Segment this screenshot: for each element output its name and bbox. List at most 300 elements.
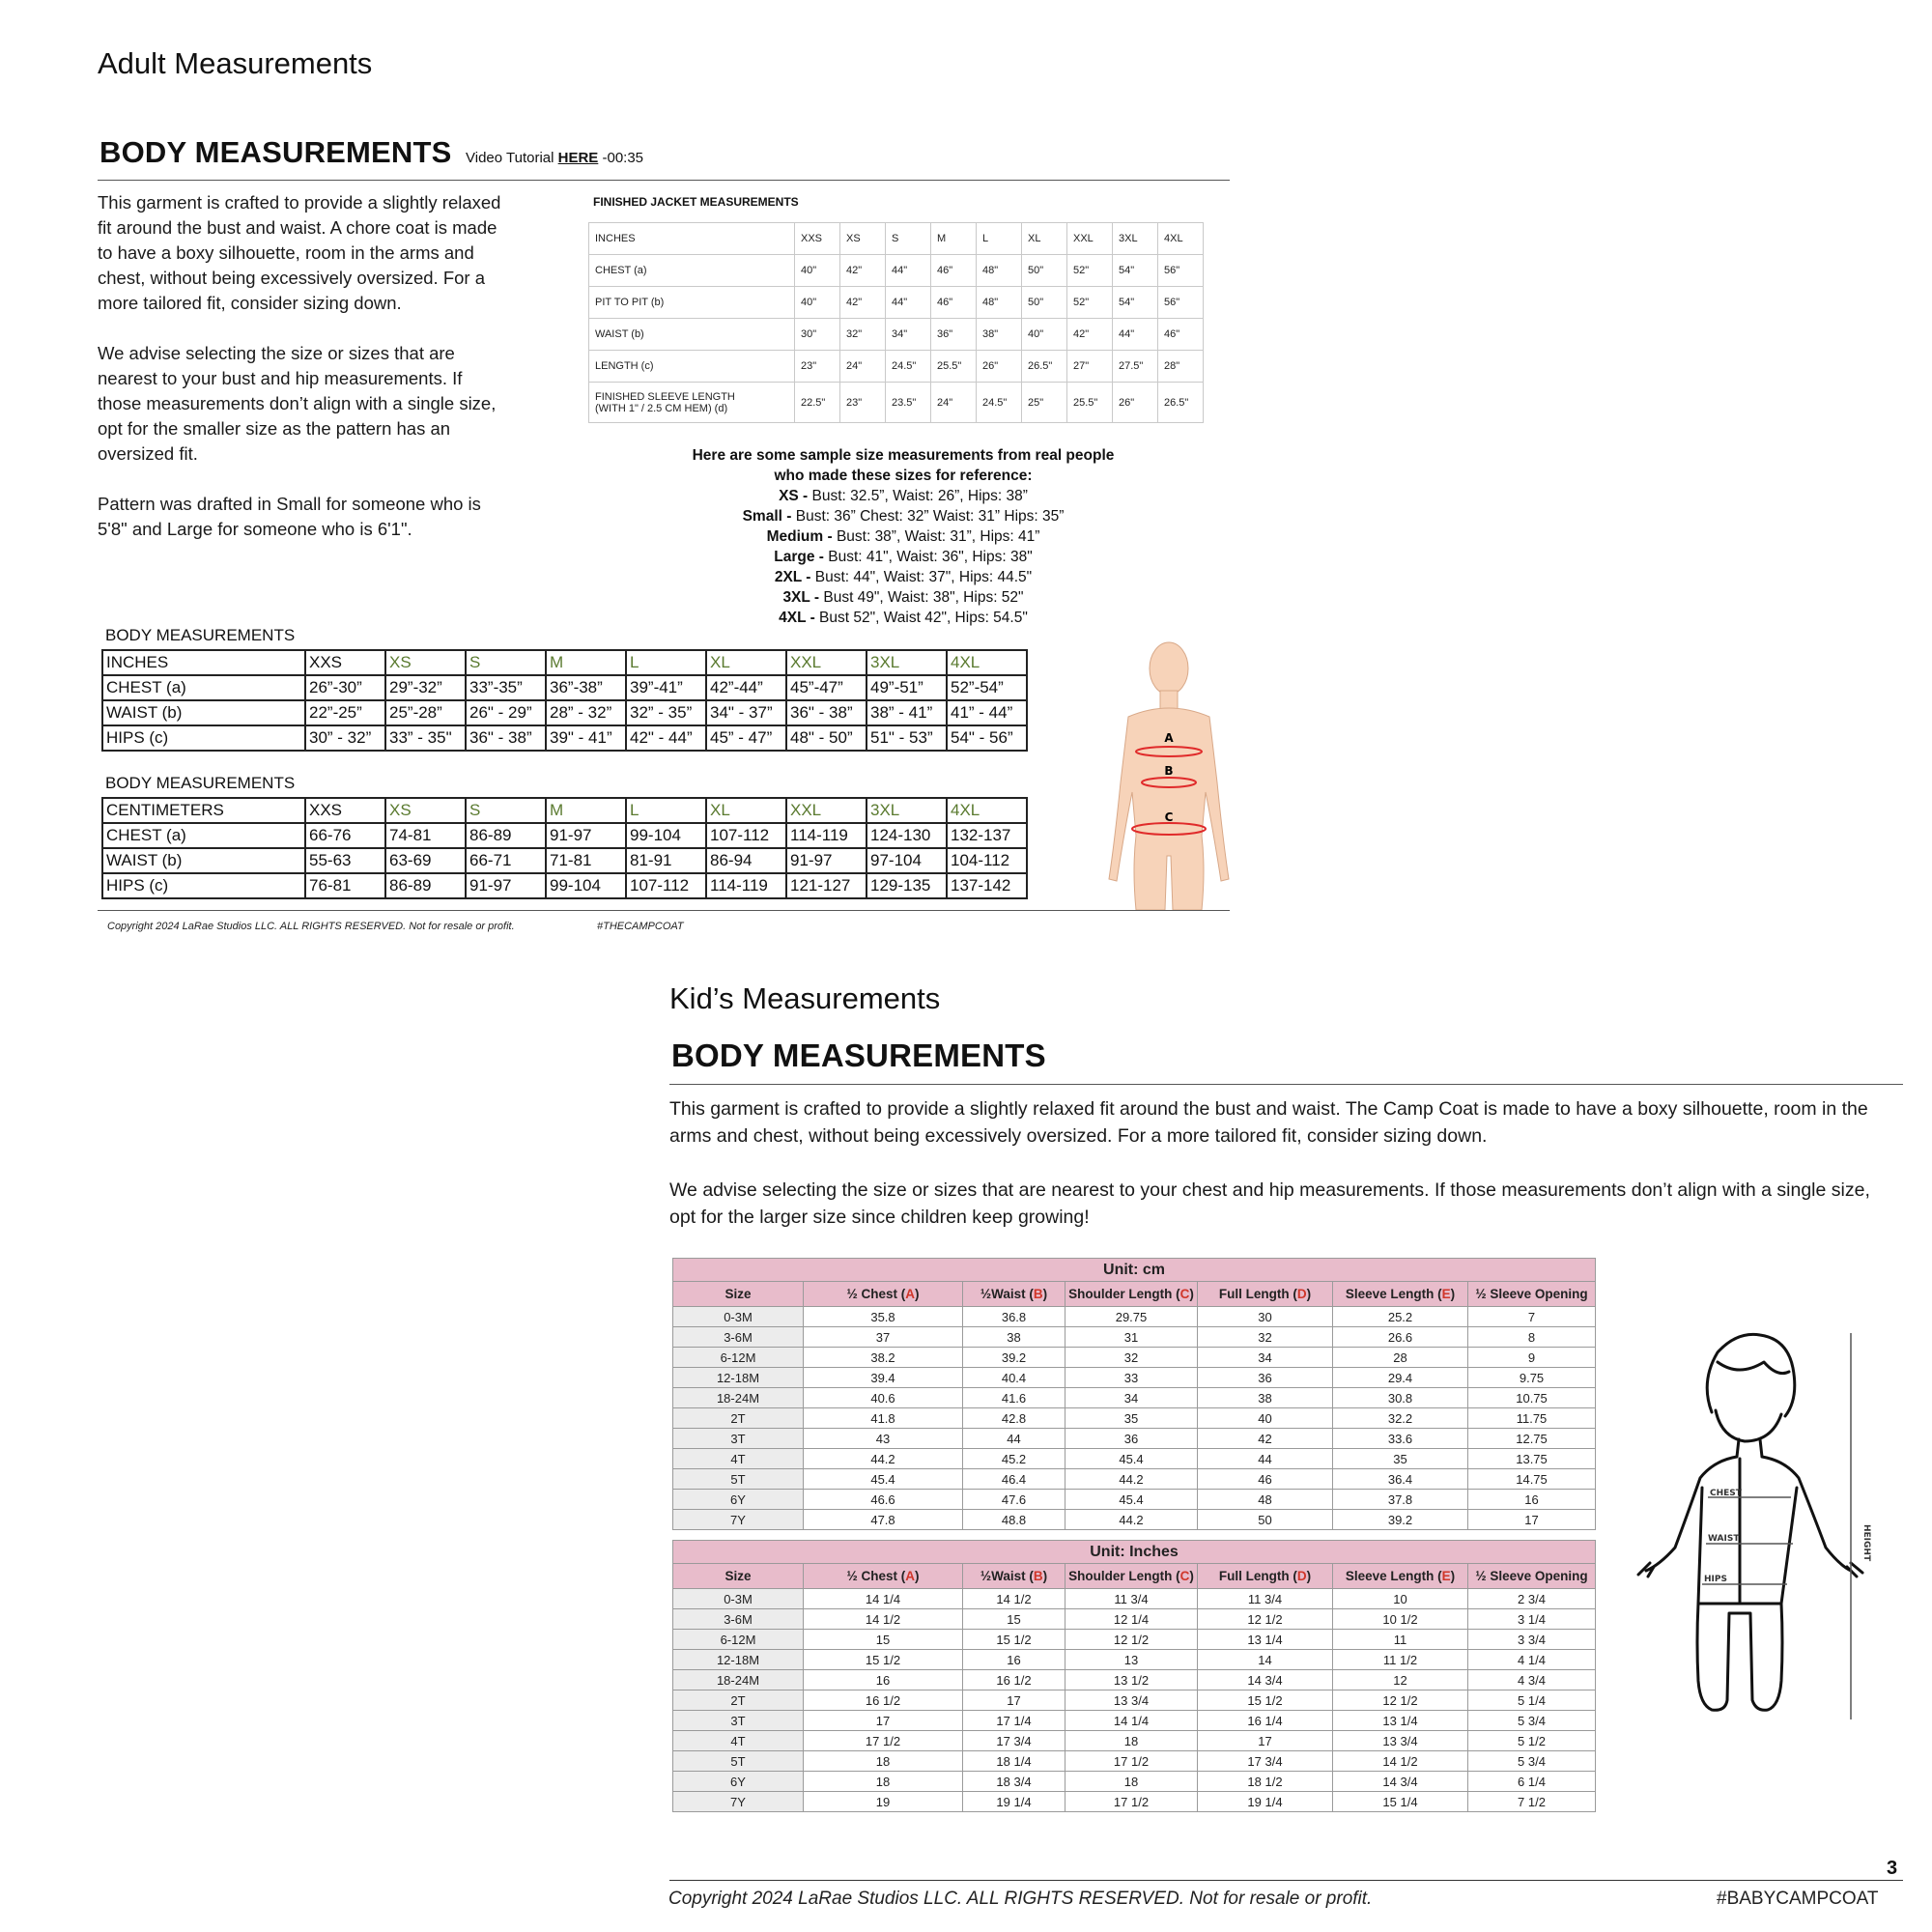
table-cell: 36" - 38” [786,700,867,725]
header-letter: D [1296,1287,1307,1301]
table-cell: 17 1/2 [1065,1792,1198,1812]
kids-paragraph: This garment is crafted to provide a slightly relaxed fit around the bust and waist. The Camp Coat is made to have a boxy silhouette, room in the arms and chest, without being excessively oversized. For a more tailored fit, consider sizing down. [669,1098,1868,1147]
sleeve-label-line1: FINISHED SLEEVE LENGTH [595,390,735,403]
sample-values: Bust 52", Waist 42", Hips: 54.5" [819,610,1028,626]
cm-table-title: BODY MEASUREMENTS [105,774,296,792]
sample-item [609,526,1198,547]
table-cell: 18 [1065,1772,1198,1792]
table-cell: 50 [1198,1510,1333,1530]
sample-size: Medium - [766,528,837,545]
header-paren: ) [915,1569,920,1583]
table-cell: 5 1/4 [1468,1690,1596,1711]
table-row [673,1609,1596,1630]
table-cell: 52”-54” [947,675,1027,700]
sample-values: Bust: 44", Waist: 37", Hips: 44.5" [814,569,1033,585]
table-cell [589,383,795,423]
table-header-cell [1468,1282,1596,1307]
table-cell: 46" [931,287,977,319]
header-text: Sleeve Length ( [1345,1569,1442,1583]
table-cell: 46 [1198,1469,1333,1490]
figure-label-c: C [1164,810,1174,824]
table-cell: 31 [1065,1327,1198,1348]
table-cell: 11 1/2 [1333,1650,1468,1670]
header-paren: ) [1189,1569,1194,1583]
table-header-cell [1065,1282,1198,1307]
sample-size: 3XL - [782,589,824,606]
table-cell: CENTIMETERS [102,798,305,823]
table-cell: 42" [1067,319,1113,351]
video-tutorial-link[interactable]: HERE [557,150,599,166]
table-cell: 45.4 [804,1469,963,1490]
table-cell: 36 [1065,1429,1198,1449]
table-cell: 16 1/2 [804,1690,963,1711]
child-figure [1633,1323,1893,1729]
table-cell: 15 1/2 [804,1650,963,1670]
table-cell: 45”-47” [786,675,867,700]
sample-item [609,486,1198,506]
table-row [673,1490,1596,1510]
table-cell: 91-97 [546,823,626,848]
header-text: Full Length ( [1218,1287,1297,1301]
table-cell: 43 [804,1429,963,1449]
table-cell: 32" [840,319,886,351]
table-row [589,319,1204,351]
table-cell: 104-112 [947,848,1027,873]
table-cell: 74-81 [385,823,466,848]
table-cell: XL [706,650,786,675]
table-cell: 23" [795,351,840,383]
table-cell: 32.2 [1333,1408,1468,1429]
table-cell: 26”-30” [305,675,385,700]
table-cell: 36.8 [963,1307,1065,1327]
table-cell: 66-76 [305,823,385,848]
table-cell: 54" - 56” [947,725,1027,751]
table-cell: 99-104 [546,873,626,898]
sample-size: Small - [742,508,796,525]
table-row [673,1449,1596,1469]
sample-values: Bust: 41", Waist: 36", Hips: 38" [828,549,1033,565]
kids-cm-table [672,1258,1596,1530]
table-cell: 24" [840,351,886,383]
table-row [673,1630,1596,1650]
table-header-cell [963,1282,1065,1307]
table-cell: M [546,798,626,823]
header-letter: A [905,1287,915,1301]
table-cell: 40.6 [804,1388,963,1408]
adult-paragraph: We advise selecting the size or sizes that are nearest to your bust and hip measurements. If those measurements don’t align with a single size, opt for the smaller size as the pattern has an oversized fit. [98,343,497,464]
table-cell: 4XL [947,650,1027,675]
table-row [673,1541,1596,1564]
table-cell: 29.75 [1065,1307,1198,1327]
table-cell: 18 1/4 [963,1751,1065,1772]
table-cell: LENGTH (c) [589,351,795,383]
table-cell: 18 3/4 [963,1772,1065,1792]
table-row [673,1388,1596,1408]
table-cell: 18 [804,1772,963,1792]
table-cell: 11 3/4 [1065,1589,1198,1609]
header-text: ½ Chest ( [846,1569,906,1583]
table-cell: 35 [1065,1408,1198,1429]
table-cell: 14 1/2 [804,1609,963,1630]
table-cell: 39.2 [963,1348,1065,1368]
table-cell: M [546,650,626,675]
table-cell: HIPS (c) [102,725,305,751]
body-measurements-cm-table [101,797,1028,899]
table-row [673,1690,1596,1711]
table-cell: 12 [1333,1670,1468,1690]
table-row [589,255,1204,287]
table-cell: 41.8 [804,1408,963,1429]
table-cell: 2T [673,1690,804,1711]
child-label-chest: CHEST [1710,1489,1742,1498]
table-cell: 55-63 [305,848,385,873]
kids-heading-rule [669,1084,1903,1085]
table-cell: 121-127 [786,873,867,898]
sample-measurements [609,445,1198,628]
table-cell: 86-94 [706,848,786,873]
header-text: ½ Sleeve Opening [1475,1569,1588,1583]
adult-paragraph: This garment is crafted to provide a slightly relaxed fit around the bust and waist. A chore coat is made to have a boxy silhouette, room in the arms and chest, without being excessively oversized. For a more tailored fit, consider sizing down. [98,192,501,313]
table-cell: 12-18M [673,1650,804,1670]
table-cell: 48" [977,287,1022,319]
kids-heading: BODY MEASUREMENTS [671,1037,1046,1073]
table-cell: 17 3/4 [1198,1751,1333,1772]
footer-hashtag: #BABYCAMPCOAT [1717,1889,1879,1909]
sample-item [609,547,1198,567]
header-text: Size [724,1569,752,1583]
table-cell: XXL [786,798,867,823]
table-cell: 47.8 [804,1510,963,1530]
table-cell: M [931,223,977,255]
table-cell: 3-6M [673,1327,804,1348]
table-cell: 41” - 44” [947,700,1027,725]
adult-heading: BODY MEASUREMENTS [99,135,452,169]
unit-label: Unit: Inches [673,1541,1596,1564]
table-cell: 35.8 [804,1307,963,1327]
table-cell: 7Y [673,1792,804,1812]
table-cell: 34 [1065,1388,1198,1408]
table-cell: 16 1/4 [1198,1711,1333,1731]
sample-item [609,506,1198,526]
table-cell: 48" - 50” [786,725,867,751]
table-cell: 114-119 [786,823,867,848]
table-cell: 44" [1113,319,1158,351]
header-letter: C [1179,1569,1190,1583]
sample-values: Bust: 36” Chest: 32” Waist: 31” Hips: 35” [795,508,1065,525]
table-cell: 107-112 [706,823,786,848]
table-cell: 48 [1198,1490,1333,1510]
table-row [102,725,1027,751]
table-cell: 3T [673,1711,804,1731]
table-cell: 3XL [867,798,947,823]
table-cell: 4XL [947,798,1027,823]
table-header-cell [804,1564,963,1589]
table-cell: 5T [673,1469,804,1490]
header-paren: ) [1042,1287,1048,1301]
table-cell: 25" [1022,383,1067,423]
table-cell: 28 [1333,1348,1468,1368]
table-cell: 15 1/2 [1198,1690,1333,1711]
table-row [673,1282,1596,1307]
table-row [673,1772,1596,1792]
sleeve-label-line2: (WITH 1" / 2.5 CM HEM) (d) [595,402,728,414]
header-text: Sleeve Length ( [1345,1287,1442,1301]
table-cell: 12 1/2 [1065,1630,1198,1650]
figure-label-a: A [1164,731,1174,745]
table-cell: 25.5" [931,351,977,383]
table-cell: 34 [1198,1348,1333,1368]
table-cell: 15 [963,1609,1065,1630]
table-cell: 14 1/2 [963,1589,1065,1609]
table-cell: 30 [1198,1307,1333,1327]
table-cell: 12-18M [673,1368,804,1388]
header-paren: ) [1306,1287,1312,1301]
table-cell: 5 3/4 [1468,1751,1596,1772]
table-cell: 17 1/2 [804,1731,963,1751]
table-header-cell [1333,1564,1468,1589]
table-cell: 91-97 [786,848,867,873]
table-cell: 33.6 [1333,1429,1468,1449]
table-cell: 42.8 [963,1408,1065,1429]
table-cell: 137-142 [947,873,1027,898]
table-cell: 86-89 [385,873,466,898]
adult-footer-rule [98,910,1230,911]
table-row [673,1429,1596,1449]
header-paren: ) [1450,1569,1456,1583]
table-cell: 49”-51” [867,675,947,700]
table-cell: 14 [1198,1650,1333,1670]
table-cell: 11 [1333,1630,1468,1650]
table-cell: INCHES [589,223,795,255]
table-cell: 34" - 37” [706,700,786,725]
table-cell: 40" [1022,319,1067,351]
table-cell: 45” - 47” [706,725,786,751]
adult-paragraph: Pattern was drafted in Small for someone who is 5'8" and Large for someone who is 6'1". [98,494,481,539]
table-cell: 35 [1333,1449,1468,1469]
table-cell: 15 1/2 [963,1630,1065,1650]
video-tutorial-suffix: -00:35 [598,150,644,166]
table-cell: 17 1/2 [1065,1751,1198,1772]
table-cell: WAIST (b) [102,700,305,725]
header-text: Shoulder Length ( [1068,1287,1180,1301]
table-cell: 11.75 [1468,1408,1596,1429]
table-cell: 129-135 [867,873,947,898]
table-cell: 5 3/4 [1468,1711,1596,1731]
table-cell: 13 1/2 [1065,1670,1198,1690]
finished-jacket-title: FINISHED JACKET MEASUREMENTS [593,195,799,209]
footer-copyright: Copyright 2024 LaRae Studios LLC. ALL RIGHTS RESERVED. Not for resale or profit. [668,1889,1373,1909]
samples-intro-line1: Here are some sample size measurements from real people [692,447,1115,464]
table-cell: 44.2 [804,1449,963,1469]
table-row [673,1731,1596,1751]
table-cell: WAIST (b) [102,848,305,873]
table-cell: S [466,650,546,675]
table-cell: 36 [1198,1368,1333,1388]
table-cell: 71-81 [546,848,626,873]
table-cell: 12 1/2 [1198,1609,1333,1630]
table-cell: 6-12M [673,1348,804,1368]
header-letter: C [1179,1287,1190,1301]
table-cell: 124-130 [867,823,947,848]
table-row [673,1348,1596,1368]
table-cell: 6 1/4 [1468,1772,1596,1792]
table-row [673,1259,1596,1282]
table-cell: XXS [305,798,385,823]
table-cell: 13 [1065,1650,1198,1670]
header-text: ½Waist ( [980,1287,1034,1301]
table-cell: 26.5" [1022,351,1067,383]
table-cell: WAIST (b) [589,319,795,351]
table-cell: 14 1/4 [804,1589,963,1609]
header-text: ½Waist ( [980,1569,1034,1583]
page-number: 3 [1887,1858,1898,1879]
table-row [102,848,1027,873]
table-cell: S [886,223,931,255]
kids-section-title: Kid’s Measurements [669,981,941,1015]
table-cell: 23.5" [886,383,931,423]
sample-values: Bust 49", Waist: 38", Hips: 52" [823,589,1024,606]
table-cell: 16 1/2 [963,1670,1065,1690]
header-letter: B [1033,1287,1043,1301]
table-cell: 18-24M [673,1670,804,1690]
header-paren: ) [915,1287,920,1301]
table-cell: 9 [1468,1348,1596,1368]
table-row [589,351,1204,383]
table-cell: 46.4 [963,1469,1065,1490]
table-cell: XS [385,798,466,823]
table-cell: 14 1/4 [1065,1711,1198,1731]
table-row [673,1751,1596,1772]
table-cell: 2 3/4 [1468,1589,1596,1609]
table-cell: 13 1/4 [1198,1630,1333,1650]
table-cell: 28” - 32” [546,700,626,725]
table-cell: 32” - 35” [626,700,706,725]
table-cell: 44 [963,1429,1065,1449]
table-cell: 132-137 [947,823,1027,848]
table-cell: 41.6 [963,1388,1065,1408]
header-paren: ) [1450,1287,1456,1301]
table-cell: 7 [1468,1307,1596,1327]
table-header-cell [804,1282,963,1307]
adult-copyright: Copyright 2024 LaRae Studios LLC. ALL RIGHTS RESERVED. Not for resale or profit. [107,921,515,932]
table-cell: XL [1022,223,1067,255]
table-cell: 29.4 [1333,1368,1468,1388]
table-cell: 18-24M [673,1388,804,1408]
adult-hashtag: #THECAMPCOAT [597,921,684,932]
table-cell: XXS [305,650,385,675]
table-cell: 3 3/4 [1468,1630,1596,1650]
adult-body-figure [1101,638,1236,910]
header-paren: ) [1042,1569,1048,1583]
table-cell: 54" [1113,287,1158,319]
table-cell: 107-112 [626,873,706,898]
table-cell: 13 3/4 [1333,1731,1468,1751]
table-cell: 28" [1158,351,1204,383]
table-cell: 39" - 41” [546,725,626,751]
header-letter: E [1441,1569,1451,1583]
table-cell: 17 3/4 [963,1731,1065,1751]
table-cell: 16 [804,1670,963,1690]
table-cell: 45.4 [1065,1449,1198,1469]
table-cell: 24.5" [886,351,931,383]
kids-inches-table [672,1540,1596,1812]
table-cell: 42”-44” [706,675,786,700]
table-cell: 50" [1022,255,1067,287]
table-cell: 47.6 [963,1490,1065,1510]
header-text: Size [724,1287,752,1301]
table-row [673,1327,1596,1348]
table-cell: 81-91 [626,848,706,873]
table-cell: 19 [804,1792,963,1812]
table-cell: 13.75 [1468,1449,1596,1469]
table-cell: 52" [1067,255,1113,287]
table-cell: 26" [977,351,1022,383]
table-cell: 39”-41” [626,675,706,700]
table-cell: 0-3M [673,1589,804,1609]
table-row [102,873,1027,898]
table-cell: 0-3M [673,1307,804,1327]
table-cell: 76-81 [305,873,385,898]
table-cell: 45.4 [1065,1490,1198,1510]
table-cell: 40 [1198,1408,1333,1429]
table-cell: 4T [673,1731,804,1751]
table-row [102,823,1027,848]
table-cell: 25”-28” [385,700,466,725]
table-header-cell [1333,1282,1468,1307]
sample-size: Large - [774,549,829,565]
table-cell: 66-71 [466,848,546,873]
table-cell: XS [840,223,886,255]
table-row [673,1792,1596,1812]
table-cell: 11 3/4 [1198,1589,1333,1609]
table-cell: 4 1/4 [1468,1650,1596,1670]
table-cell: 36”-38” [546,675,626,700]
table-header-cell [1065,1564,1198,1589]
sample-size: 2XL - [774,569,815,585]
table-cell: L [977,223,1022,255]
table-cell: 44" [886,287,931,319]
table-row [102,700,1027,725]
sample-size: XS - [779,488,812,504]
table-cell: 36" [931,319,977,351]
header-letter: A [905,1569,915,1583]
table-cell: CHEST (a) [589,255,795,287]
table-cell: 3-6M [673,1609,804,1630]
table-cell: 4XL [1158,223,1204,255]
header-paren: ) [1306,1569,1312,1583]
table-cell: XXL [786,650,867,675]
table-cell: 48.8 [963,1510,1065,1530]
table-cell: 25.2 [1333,1307,1468,1327]
table-cell: 42" [840,287,886,319]
sample-values: Bust: 38”, Waist: 31”, Hips: 41” [836,528,1040,545]
body-measurements-inches-table [101,649,1028,752]
table-cell: 25.5" [1067,383,1113,423]
table-row [673,1650,1596,1670]
figure-label-b: B [1164,764,1174,778]
table-cell: XXS [795,223,840,255]
table-cell: 34" [886,319,931,351]
table-cell: 13 3/4 [1065,1690,1198,1711]
table-cell: 42" [840,255,886,287]
table-row [673,1670,1596,1690]
table-cell: 99-104 [626,823,706,848]
table-row [102,650,1027,675]
table-cell: 52" [1067,287,1113,319]
table-cell: 38 [1198,1388,1333,1408]
table-row [673,1510,1596,1530]
table-cell: 40.4 [963,1368,1065,1388]
